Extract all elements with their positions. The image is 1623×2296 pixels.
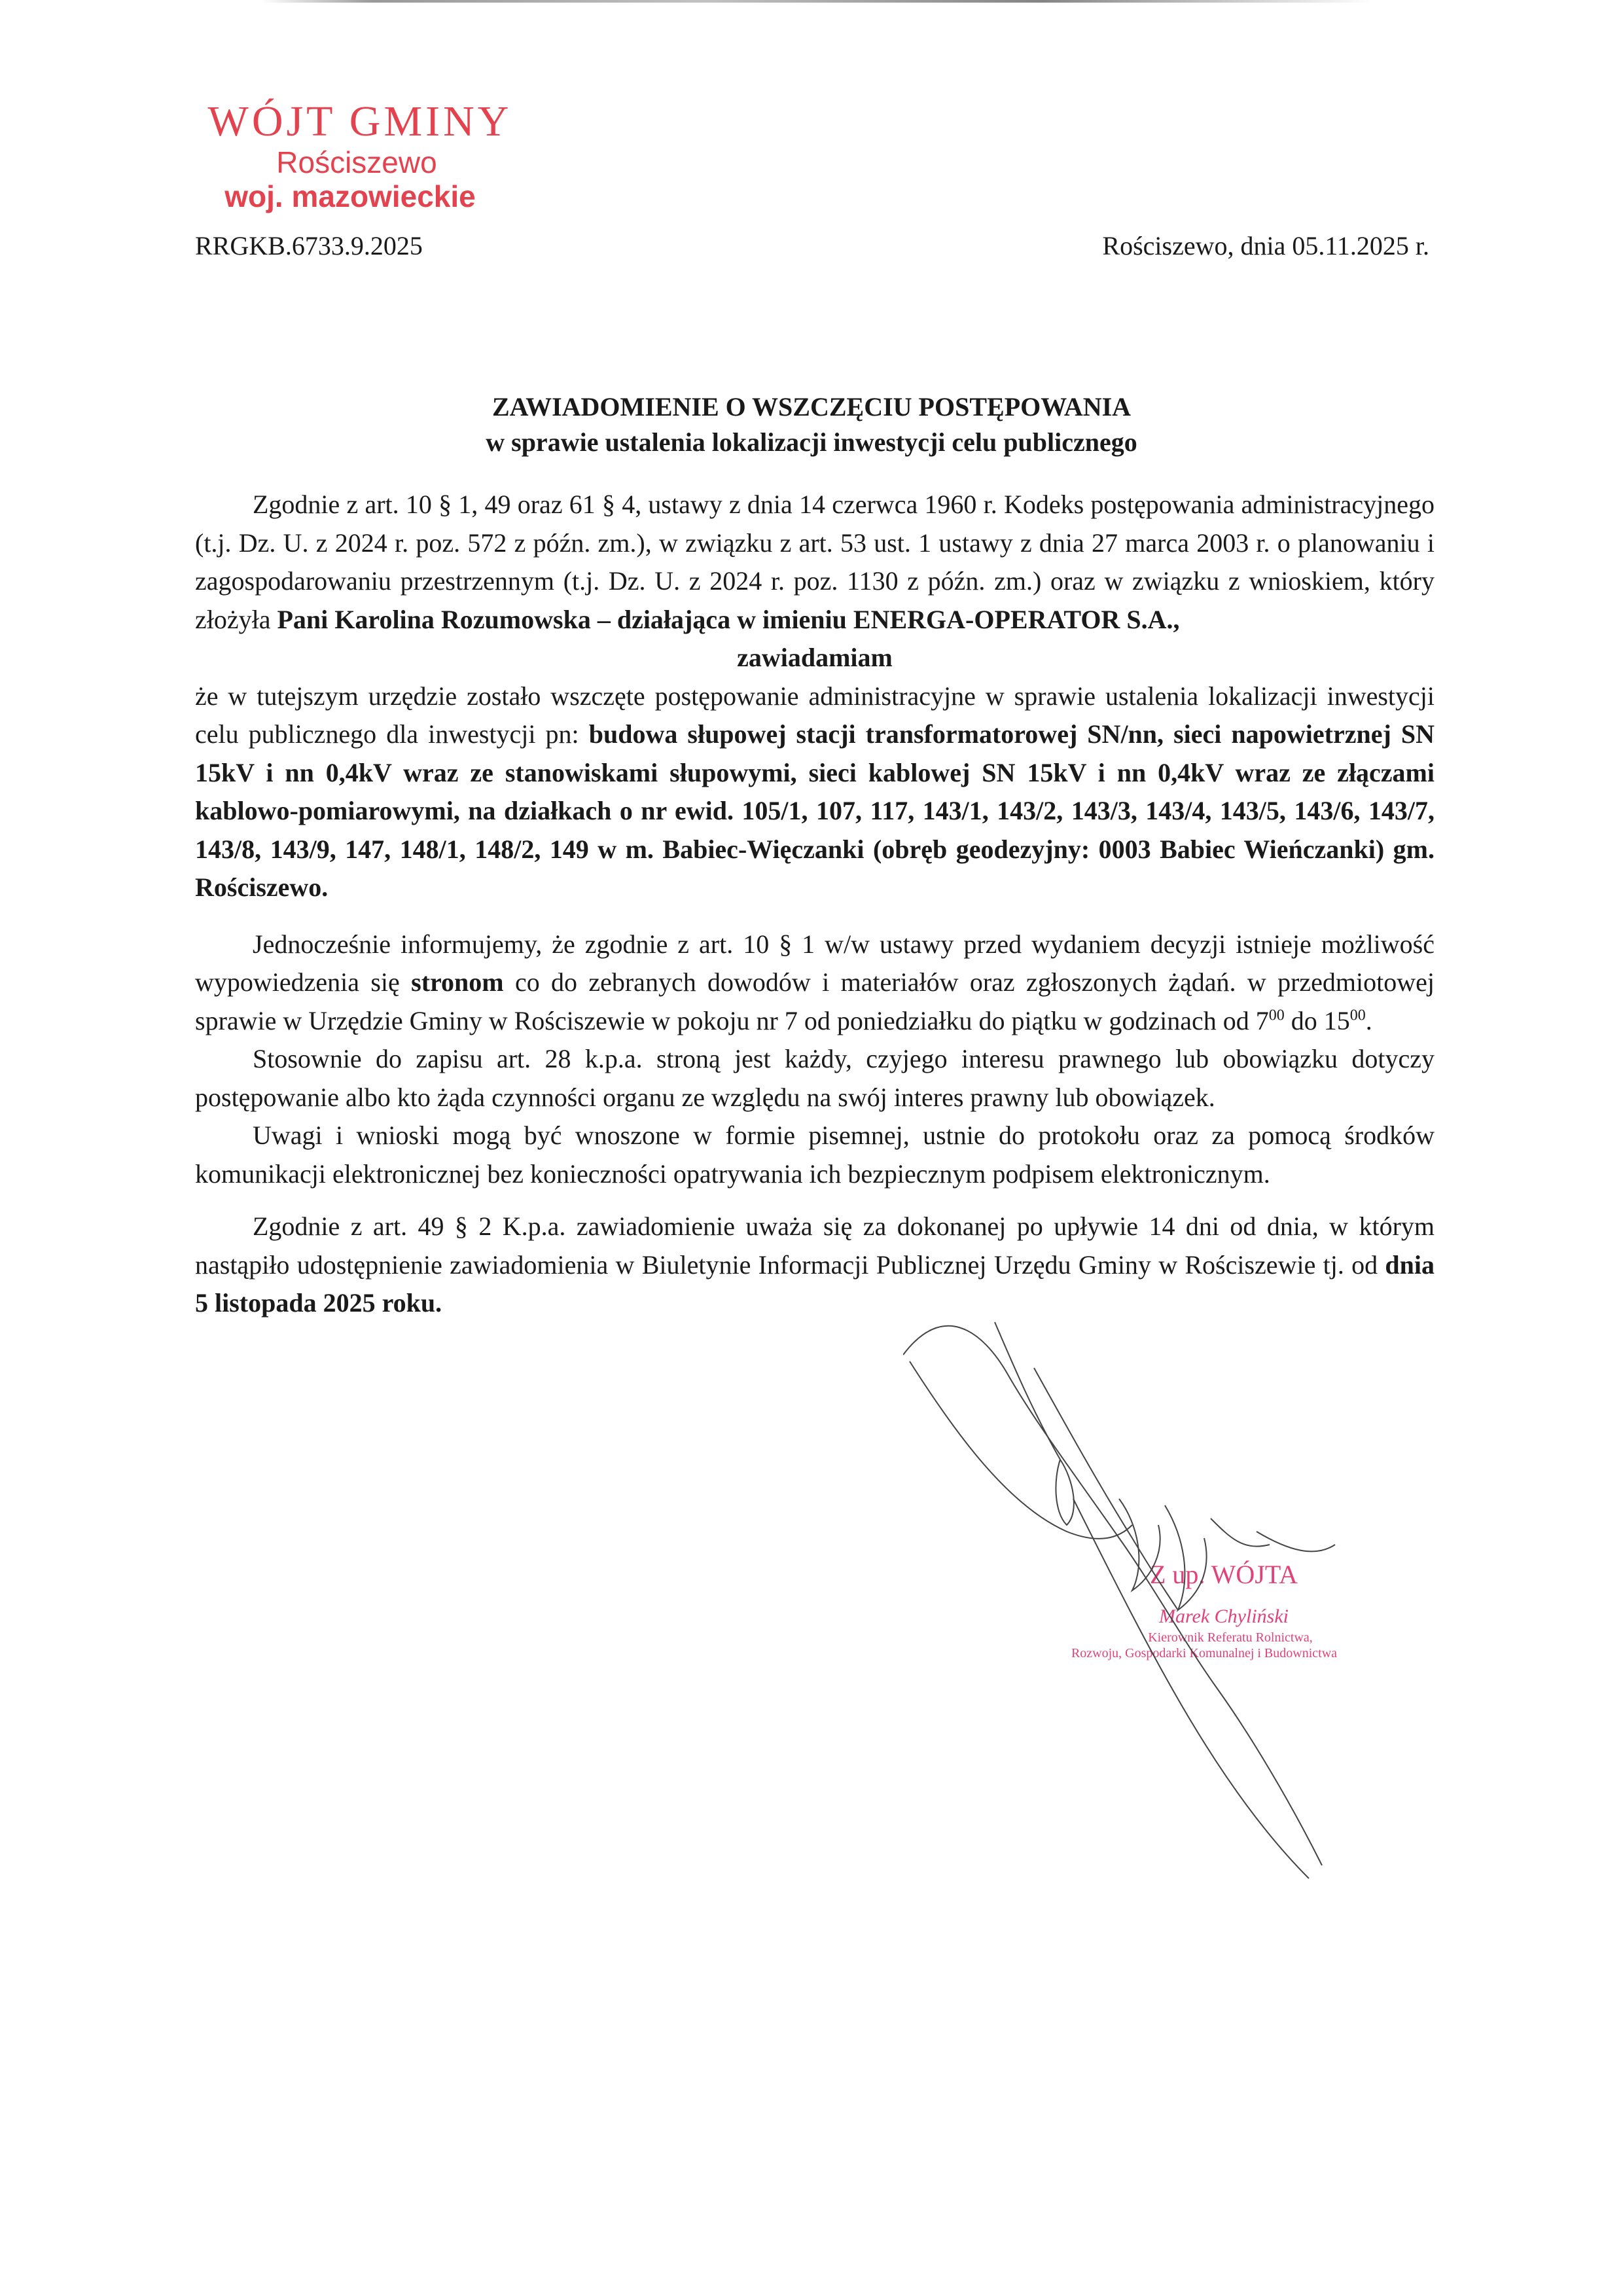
p1-applicant: Pani Karolina Rozumowska – działająca w imieniu ENERGA-OPERATOR S.A., [277,604,1180,634]
paragraph-right-to-comment [195,925,1435,1041]
signature-authority: Z up. WÓJTA [1149,1560,1298,1589]
hour-to: 15 [1323,1005,1350,1035]
p3-bold: stronom [411,967,504,997]
p2-text: że w tutejszym urzędzie zostało wszczęte postępowanie administracyjne w sprawie ustalenia lokalizacji inwestycji celu publicznego dla inwestycji pn: [195,681,1435,749]
p3-mid: do [1284,1005,1324,1035]
office-stamp [196,98,524,213]
paragraph-effective-date [195,1208,1435,1323]
signature-stroke [1257,1532,1335,1551]
stamp-line-3: woj. mazowieckie [224,179,476,213]
signature-stamp [1008,1555,1414,1661]
title-main: ZAWIADOMIENIE O WSZCZĘCIU POSTĘPOWANIA [491,392,1132,422]
signatory-name: Marek Chyliński [1158,1605,1289,1627]
reference-number: RRGKB.6733.9.2025 [195,231,423,260]
notify-word: zawiadamiam [737,643,893,672]
document-title [0,389,1623,460]
p3-end: . [1365,1005,1372,1035]
paragraph-legal-basis [195,486,1435,639]
document-body [195,486,1435,1323]
paragraph-investment [195,677,1435,907]
p3-after: co do zebranych dowodów i materiałów oraz zgłoszonych żądań. w przedmiotowej sprawie w Urzędzie Gminy w Rościszewie w pokoju nr 7 od poniedziałku do piątku w godzinach od [195,967,1435,1035]
hour-to-minutes: 00 [1349,1007,1366,1024]
signature-stroke [995,1322,1074,1525]
paragraph-party-definition: Stosownie do zapisu art. 28 k.p.a. stroną jest każdy, czyjego interesu prawnego lub obowiązku dotyczy postępowanie albo kto żąda czynności organu ze względu na swój interes prawny lub obowiązek. [195,1044,1435,1112]
scan-edge-artifact [262,0,1374,3]
signature-stroke [1211,1518,1270,1547]
paragraph-submissions: Uwagi i wnioski mogą być wnoszone w formie pisemnej, ustnie do protokołu oraz za pomocą środków komunikacji elektronicznej bez konieczności opatrywania ich bezpiecznym podpisem elektronicznym. [195,1121,1435,1189]
hour-from: 7 [1255,1005,1269,1035]
p1-text: Zgodnie z art. 10 § 1, 49 oraz 61 § 4, ustawy z dnia 14 czerwca 1960 r. Kodeks postępowania administracyjnego (t.j. Dz. U. z 2024 r. poz. 572 z późn. zm.), w związku z art. 53 ust. 1 ustawy z dnia 27 marca 2003 r. o planowaniu i zagospodarowaniu przestrzennym (t.j. Dz. U. z 2024 r. poz. 1130 z późn. zm.) oraz w związku z wnioskiem, który złożyła [195,490,1435,634]
p6-date: dnia 5 listopada 2025 roku. [195,1249,1435,1318]
signature-stroke [910,1361,1132,1539]
signatory-role-1: Kierownik Referatu Rolnictwa, [1148,1630,1313,1645]
title-subtitle: w sprawie ustalenia lokalizacji inwestycji celu publicznego [486,427,1137,457]
signatory-role-2: Rozwoju, Gospodarki Komunalnej i Budownictwa [1071,1646,1338,1660]
stamp-line-2: Rościszewo [276,145,437,179]
stamp-line-1: WÓJT GMINY [207,98,512,145]
place-and-date: Rościszewo, dnia 05.11.2025 r. [1102,231,1429,260]
hour-from-minutes: 00 [1268,1007,1285,1024]
p2-investment-description: budowa słupowej stacji transformatorowej SN/nn, sieci napowietrznej SN 15kV i nn 0,4kV wraz ze stanowiskami słupowymi, sieci kablowej SN 15kV i nn 0,4kV wraz ze złączami kablowo-pomiarowymi, na działkach o nr ewid. 105/1, 107, 117, 143/1, 143/2, 143/3, 143/4, 143/5, 143/6, 143/7, 143/8, 143/9, 147, 148/1, 148/2, 149 w m. Babiec-Więczanki (obręb geodezyjny: 0003 Babiec Wieńczanki) gm. Rościszewo. [195,719,1435,902]
p3-before: Jednocześnie informujemy, że zgodnie z art. 10 § 1 w/w ustawy przed wydaniem decyzji istnieje możliwość wypowiedzenia się [195,929,1435,997]
p6-text: Zgodnie z art. 49 § 2 K.p.a. zawiadomienie uważa się za dokonanej po upływie 14 dni od dnia, w którym nastąpiło udostępnienie zawiadomienia w Biuletynie Informacji Publicznej Urzędu Gminy w Rościszewie tj. od [195,1211,1435,1280]
